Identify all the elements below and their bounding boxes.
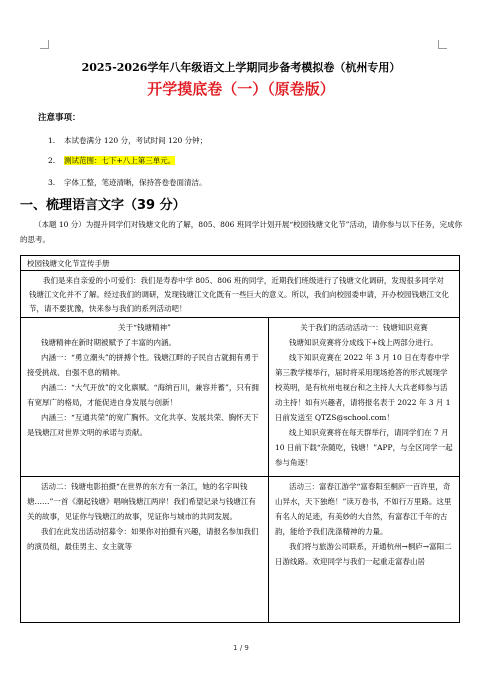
brochure-table: [20, 255, 460, 623]
cell-title: 关于我们的活动活动一：钱塘知识竞赛: [300, 323, 428, 332]
table-cell-spirit: [21, 318, 268, 476]
cell-paragraph: 我们在此发出活动招募令：如果你对拍摄有兴趣，请报名参加我们的演员组，最佳男主、女主就等: [27, 527, 259, 551]
cell-paragraph: 线下知识竞赛在 2022 年 3 月 10 日在寿春中学第三教学楼举行，届时将采用现场抢答的形式展现学校英明，是有杭州电视台和之主持人大兵老师参与活动主持！如有兴趣者，请将报名表于 2022 年 3 月 1 日前发送至 QTZS@school.com！: [275, 353, 451, 422]
notice-item-number: 1.: [48, 136, 56, 145]
cell-paragraph: 内涵二：“大气开放”的文化禀赋。“海纳百川，兼容并蓄”，只有拥有宽厚广的格局，才能促进自身发展与创新！: [27, 383, 259, 407]
table-cell-activity-one: [269, 318, 459, 476]
table-header-cell: 校园钱塘文化节宣传手册: [21, 256, 459, 271]
notice-item: [48, 177, 207, 188]
section-heading: 一、梳理语言文字（39 分）: [20, 198, 186, 213]
cell-paragraph: 线上知识竞赛将在每天群举行，请同学们在 7 月 10 日前下载“杂随吃，钱塘！”APP，与全区同学一起参与角逐！: [275, 428, 453, 467]
cell-paragraph: 活动二：钱塘电影拍摄“在世界的东方有一条江，她的名字叫钱塘……”一首《潮起钱塘》唱响钱塘江两岸！我们希望记录与钱塘江有关的故事，见证你与钱塘江的故事，见证你与城市的共同发展。: [27, 482, 256, 521]
page-corner-mark-left: [40, 40, 49, 49]
notice-heading: 注意事项：: [38, 113, 81, 123]
notice-item-number: 3.: [48, 178, 56, 187]
table-intro-cell: 我们是来自亲爱的小可爱们：我们是寿春中学 805、806 班的同学，近期我们班级进行了钱塘文化调研，发现很多同学对钱塘江文化并不了解。经过我们的调研，发现钱塘江文化既有一些巨大的意义。所以，我们向校园委申请，开办校园钱塘江文化节，请不要犹豫，快来参与我们的系列活动吧！: [21, 271, 459, 318]
cell-paragraph: 活动三：富春江游学“富春阳至桐庐一百许里，奇山异水，天下独绝！”读万卷书，不如行万里路。这里有名人的足迹，有美妙的大自然，有富春江千年的古韵，能给予我们洗涤精神的力量。: [275, 482, 452, 536]
question-intro: （本题 10 分）为提升同学们对钱塘文化的了解，805、806 班同学计划开展“校园钱塘文化节”活动，请你参与以下任务，完成你的思考。: [20, 220, 462, 244]
notice-item: [48, 135, 207, 146]
cell-paragraph: 钱塘精神在新时期被赋予了丰富的内涵。: [41, 338, 176, 347]
notice-item-highlighted: [48, 155, 175, 166]
document-title: 2025-2026学年八年级语文上学期同步备考模拟卷（杭州专用）: [81, 61, 401, 74]
notice-item-text: 字体工整，笔迹清晰，保持答卷卷面清洁。: [64, 178, 207, 187]
notice-item-number: 2.: [48, 156, 56, 165]
notice-item-text: 本试卷满分 120 分，考试时间 120 分钟；: [64, 136, 208, 145]
cell-paragraph: 我们将与旅游公司联系，开通杭州→桐庐→富阳二日游线路。欢迎同学与我们一起重走富春山居: [275, 542, 452, 566]
page-corner-mark-right: [438, 40, 447, 49]
notice-item-text: 测试范围：七下+八上第三单元。: [64, 156, 176, 165]
cell-paragraph: 内涵三：“互通共荣”的宽广胸怀。文化共享、发展共荣、胸怀天下是钱塘江对世界文明的承诺与贡献。: [27, 413, 259, 437]
table-cell-activity-three: [269, 477, 459, 622]
cell-paragraph: 内涵一：“勇立潮头”的拼搏个性。钱塘江畔的子民自古就拥有勇于接受挑战、自强不息的精神。: [27, 353, 259, 377]
document-subtitle: 开学摸底卷（一）（原卷版）: [147, 80, 335, 98]
table-cell-activity-two: [21, 477, 268, 622]
page-number: 1 / 9: [233, 644, 249, 652]
cell-title: 关于“钱塘精神”: [118, 323, 171, 332]
cell-paragraph: 钱塘知识竞赛将分成线下+线上两部分进行。: [289, 338, 438, 347]
